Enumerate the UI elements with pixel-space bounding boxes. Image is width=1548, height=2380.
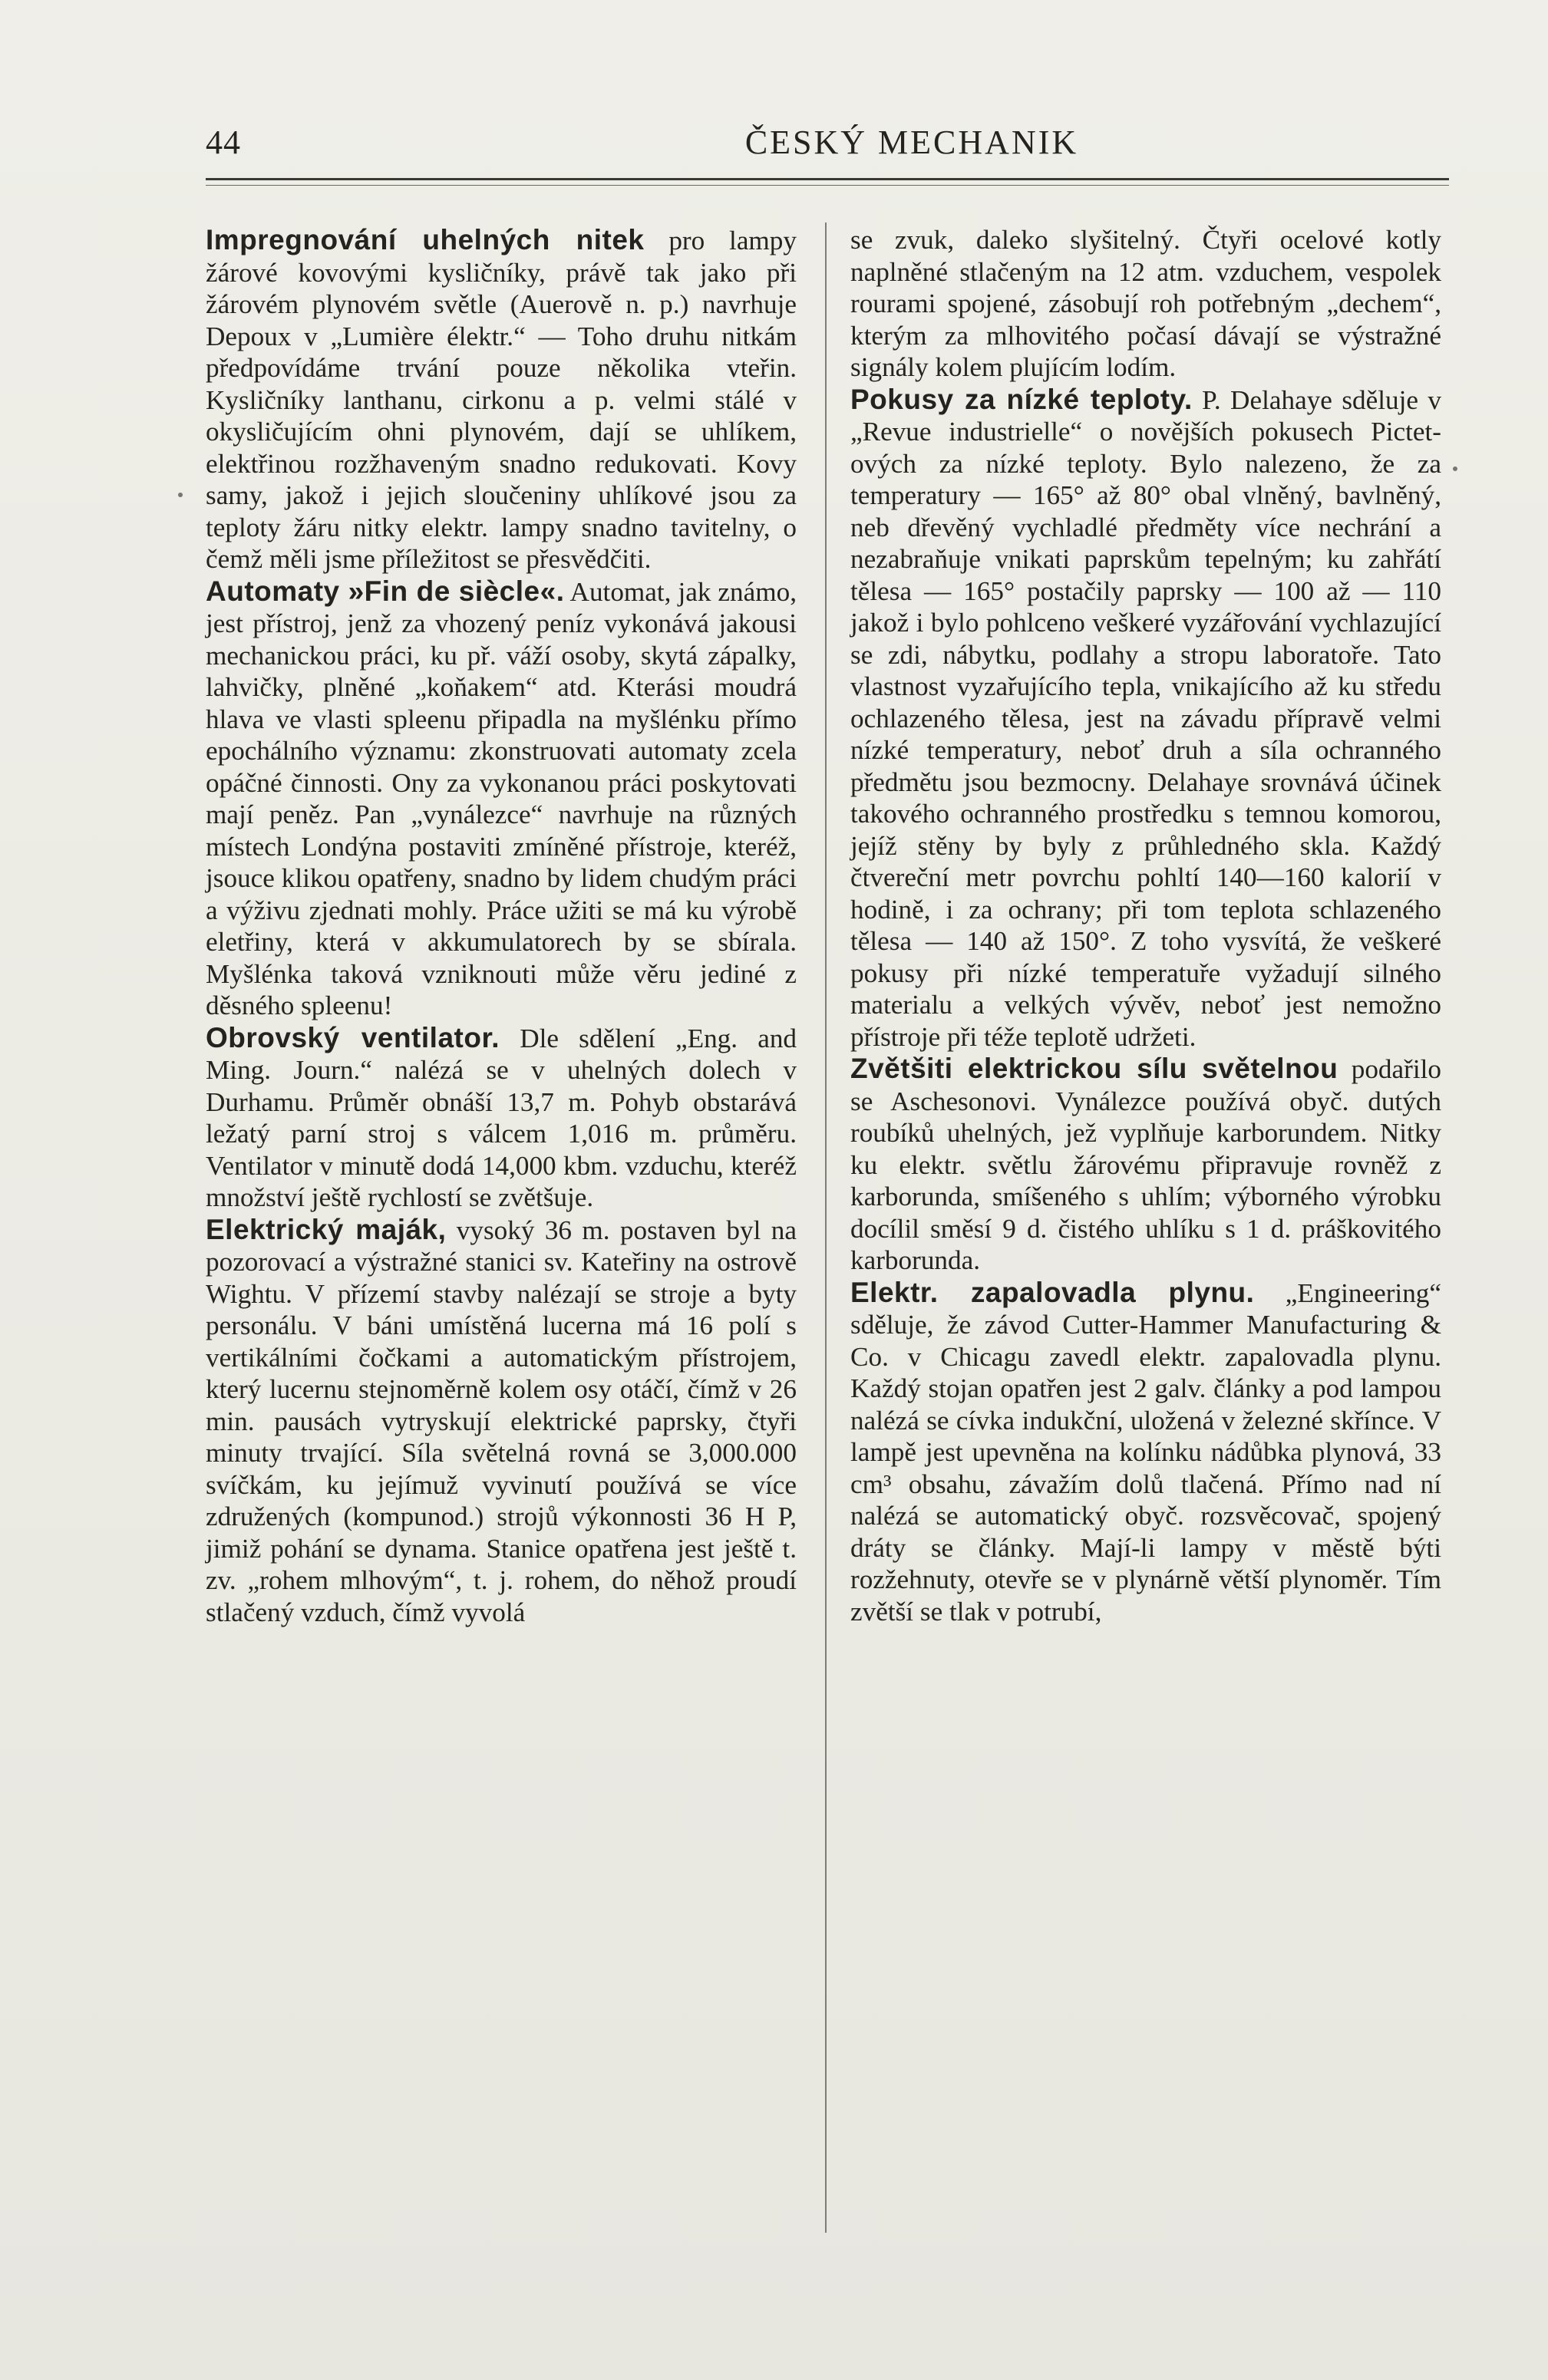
margin-dot [1453, 466, 1457, 471]
article-heading: Automaty »Fin de siècle«. [206, 575, 565, 607]
article-heading: Pokusy za nízké teploty. [850, 383, 1193, 415]
journal-title: ČESKÝ MECHANIK [744, 124, 1079, 161]
left-column [206, 224, 797, 1628]
article-heading: Elektrický maják, [206, 1213, 447, 1245]
article-zapalovadla [850, 1277, 1441, 1628]
article-automaty [206, 575, 797, 1022]
article-heading: Impregnování uhelných nitek [206, 224, 645, 255]
article-majak [206, 1214, 797, 1629]
article-zvetsiti [850, 1053, 1441, 1277]
article-ventilator [206, 1022, 797, 1214]
header-rule [206, 178, 1449, 186]
article-text: podařilo se Aschesonovi. Vynálezce používá obyč. dutých roubíků uhelných, jež vyplňuje karborundem. Nitky ku elektr. světlu žárovému připravuje rovněž z karborunda, smíšeného s uhlím; výborného výrobku docílil směsí 9 d. čistého uhlíku s 1 d. práškovitého karborunda. [850, 1054, 1441, 1275]
article-text: P. Delahaye sděluje v „Revue industrielle“ o novějších pokusech Pictet-ových za nízké teploty. Bylo nalezeno, že za temperatury — 165° až 80° obal vlněný, bavlněný, neb dřevěný vychladlé předměty více nechrání a nezabraňuje vnikati paprskům tepelným; ku zahřátí tělesa — 165° postačily paprsky — 100 až — 110 jakož i bylo pohlceno veškeré vyzářování vychlazující se zdi, nábytku, podlahy a stropu laboratoře. Tato vlastnost vyzařujícího tepla, vnikajícího až ku středu ochlazeného tělesa, jest na závadu přípravě velmi nízké temperatury, neboť druh a síla ochranného předmětu jsou bezmocny. Delahaye srovnává účinek takového ochranného prostředku s temnou komorou, jejíž stěny by byly z průhledného skla. Každý čtvereční metr povrchu pohltí 140—160 kalorií v hodině, i za ochrany; při tom teplota schlazeného tělesa — 140 až 150°. Z toho vysvítá, že veškeré pokusy při nízké temperatuře vyžadují silného materialu a velkých vývěv, neboť jest nemožno přístroje při téže teplotě udržeti. [850, 384, 1441, 1052]
page-number: 44 [206, 124, 241, 161]
article-text: se zvuk, daleko slyšitelný. Čtyři ocelové kotly naplněné stlačeným na 12 atm. vzduchem, vespolek rourami spojené, zásobují roh potřebným „dechem“, kterým za mlhovitého počasí dávají se výstražné signály kolem plujícím lodím. [850, 225, 1441, 382]
article-text: Dle sdělení „Eng. and Ming. Journ.“ nalézá se v uhelných dolech v Durhamu. Průměr obnáší 13,7 m. Pohyb obstarává ležatý parní stroj s válcem 1,016 m. průměru. Ventilator v minutě dodá 14,000 kbm. vzduchu, kteréž množství ještě rychlostí se zvětšuje. [206, 1023, 797, 1212]
article-impregnovani [206, 224, 797, 575]
column-divider [825, 223, 827, 2233]
article-text: Automat, jak známo, jest přístroj, jenž za vhozený peníz vykonává jakousi mechanickou práci, ku př. váží osoby, skytá zápalky, lahvičky, plněné „koňakem“ atd. Kterási moudrá hlava ve vlasti spleenu připadla na myšlénku přímo epochálního významu: zkonstruovati automaty zcela opáčné činnosti. Ony za vykonanou práci poskytovati mají peněz. Pan „vynálezce“ navrhuje na různých místech Londýna postaviti zmíněné přístroje, kteréž, jsouce klikou opatřeny, snadno by lidem chudým práci a výživu zjednati mohly. Práce užiti se má ku výrobě eletřiny, která v akkumulatorech by se sbírala. Myšlénka taková vzniknouti může věru jediné z děsného spleenu! [206, 576, 797, 1020]
article-text: „Engineering“ sděluje, že závod Cutter-Hammer Manufacturing & Co. v Chicagu zavedl elektr. zapalovadla plynu. Každý stojan opatřen jest 2 galv. články a pod lampou nalézá se cívka indukční, uložená v železné skřínce. V lampě jest upevněna na kolínku nádůbka plynová, 33 cm³ obsahu, závažím dolů tlačená. Přímo nad ní nalézá se automatický obyč. rozsvěcovač, spojený dráty se články. Mají-li lampy v městě býti rozžehnuty, otevře se v plynárně větší plynoměr. Tím zvětší se tlak v potrubí, [850, 1277, 1442, 1627]
article-pokusy [850, 384, 1441, 1053]
article-heading: Elektr. zapalovadla plynu. [850, 1276, 1255, 1308]
right-column [850, 224, 1441, 1627]
article-text: pro lampy žárové kovovými kysličníky, právě tak jako při žárovém plynovém světle (Auerově n. p.) navrhuje Depoux v „Lumière élektr.“ — Toho druhu nitkám předpovídáme trvání pouze několika vteřin. Kysličníky lanthanu, cirkonu a p. velmi stálé v okysličujícím ohni plynovém, dají se uhlíkem, elektřinou rozžhaveným snadno redukovati. Kovy samy, jakož i jejich sloučeniny uhlíkové jsou za teploty žáru nitky elektr. lampy snadno tavitelny, o čemž měli jsme příležitost se přesvědčiti. [206, 226, 797, 574]
article-text: vysoký 36 m. postaven byl na pozorovací a výstražné stanici sv. Kateřiny na ostrově Wightu. V přízemí stavby nalézají se stroje a byty personálu. V báni umístěná lucerna má 16 polí s vertikálními čočkami a automatickým přístrojem, který lucernu stejnoměrně kolem osy otáčí, čímž v 26 min. pausách vytryskují elektrické paprsky, čtyři minuty trvající. Síla světelná rovná se 3,000.000 svíčkám, ku jejímuž vyvinutí používá se více združených (kompunod.) strojů výkonnosti 36 H P, jimiž pohání se dynama. Stanice opatřena jest ještě t. zv. „rohem mlhovým“, t. j. rohem, do něhož proudí stlačený vzduch, čímž vyvolá [206, 1215, 797, 1627]
article-heading: Obrovský ventilator. [206, 1021, 500, 1053]
page-header [206, 123, 1449, 169]
margin-dot [178, 493, 183, 497]
article-heading: Zvětšiti elektrickou sílu světelnou [850, 1053, 1338, 1084]
article-majak-continuation [850, 224, 1441, 384]
